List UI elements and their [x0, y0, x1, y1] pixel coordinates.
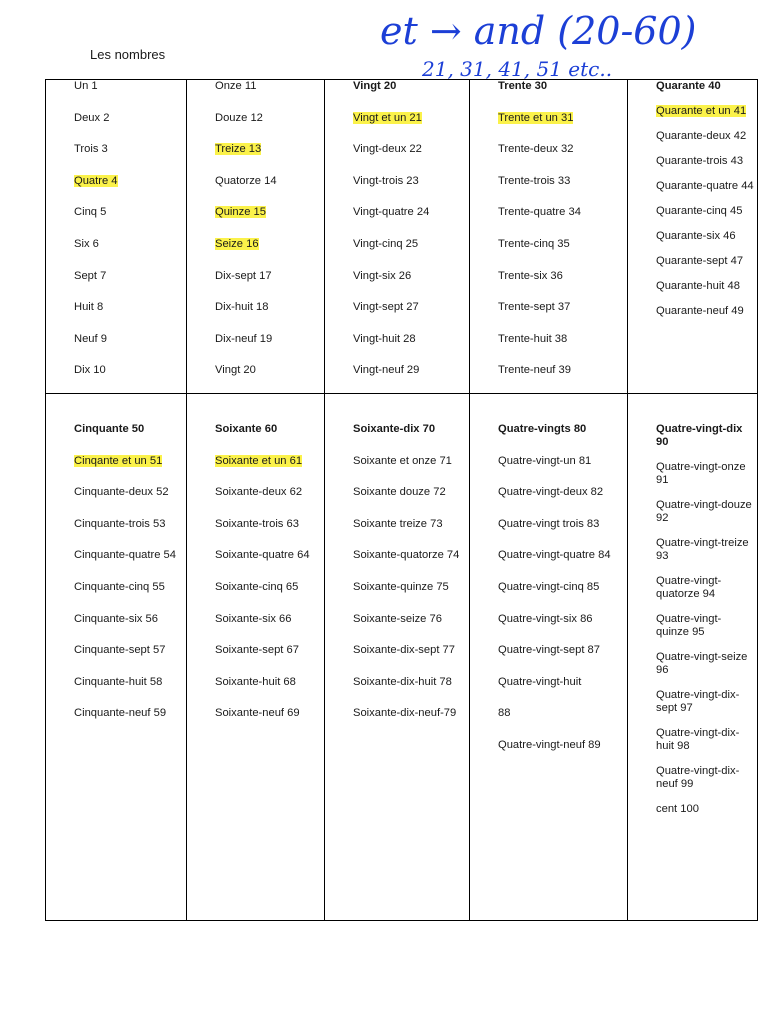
- number-text: Quarante 40: [656, 80, 721, 92]
- number-text: Soixante-neuf 69: [215, 707, 300, 720]
- number-text: Trente-huit 38: [498, 332, 568, 345]
- table-cell-80-89: [498, 394, 628, 920]
- number-entry: [353, 112, 473, 125]
- number-text: Soixante-dix-sept 77: [353, 644, 455, 657]
- number-text: Quatre-vingt-dix-huit 98: [656, 727, 740, 752]
- number-text: Quatre-vingt-dix 90: [656, 423, 743, 448]
- number-entry: [353, 707, 473, 720]
- number-entry: [74, 644, 184, 657]
- number-entry: [353, 549, 473, 562]
- number-entry: [215, 676, 325, 689]
- number-entry: [656, 461, 754, 487]
- number-text: Quarante-huit 48: [656, 280, 740, 292]
- highlighted-number-text: Vingt et un 21: [353, 111, 422, 124]
- number-entry: [74, 613, 184, 626]
- number-entry: [74, 581, 184, 594]
- number-text: Dix-huit 18: [215, 301, 269, 314]
- number-entry: [215, 644, 325, 657]
- column-heading: [498, 80, 628, 93]
- number-text: Vingt 20: [353, 80, 397, 92]
- number-entry: [215, 333, 325, 346]
- number-entry: [498, 238, 628, 251]
- highlighted-number-text: Soixante et un 61: [215, 454, 303, 467]
- number-text: Quatre-vingt-dix-neuf 99: [656, 765, 740, 790]
- number-text: Quarante-sept 47: [656, 255, 744, 267]
- number-text: Quatre-vingt-deux 82: [498, 486, 604, 499]
- number-entry: [215, 455, 325, 468]
- number-text: cent 100: [656, 803, 699, 815]
- numbers-table: [45, 79, 758, 921]
- number-entry: [498, 644, 628, 657]
- number-text: Quatre-vingt-un 81: [498, 454, 592, 467]
- table-row-top: [46, 80, 757, 393]
- number-entry: [498, 143, 628, 156]
- number-entry: [215, 112, 325, 125]
- table-row-bottom: [46, 394, 757, 920]
- number-entry: [656, 499, 754, 525]
- number-entry: [656, 765, 754, 791]
- number-entry: [74, 707, 184, 720]
- number-text: Trente-neuf 39: [498, 364, 571, 377]
- number-text: Soixante-cinq 65: [215, 580, 299, 593]
- number-entry: [353, 518, 473, 531]
- annotation-line-2: 21, 31, 41, 51 etc..: [422, 57, 613, 80]
- number-entry: [215, 549, 325, 562]
- number-text: Quatre-vingt-dix-sept 97: [656, 689, 740, 714]
- number-entry: [215, 143, 325, 156]
- number-entry: [215, 364, 325, 377]
- number-text: Quatre-vingt-seize 96: [656, 651, 748, 676]
- number-text: Vingt-neuf 29: [353, 364, 420, 377]
- number-entry: [215, 206, 325, 219]
- number-entry: [498, 333, 628, 346]
- number-entry: [498, 206, 628, 219]
- number-text: Douze 12: [215, 111, 263, 124]
- number-entry: [498, 549, 628, 562]
- number-entry: [353, 301, 473, 314]
- number-entry: [353, 581, 473, 594]
- number-text: Quarante-quatre 44: [656, 180, 754, 192]
- number-entry: [74, 301, 184, 314]
- number-text: Soixante-dix-huit 78: [353, 675, 452, 688]
- number-text: Dix 10: [74, 364, 106, 377]
- number-entry: [74, 238, 184, 251]
- number-entry: [353, 238, 473, 251]
- number-text: Soixante-quatorze 74: [353, 549, 460, 562]
- number-entry: [498, 613, 628, 626]
- number-entry: [215, 707, 325, 720]
- number-entry: [656, 537, 754, 563]
- number-entry: [656, 105, 754, 118]
- number-text: Quatre-vingts 80: [498, 423, 587, 435]
- number-text: Dix-neuf 19: [215, 332, 273, 345]
- number-text: Vingt-huit 28: [353, 332, 416, 345]
- number-text: Quatre-vingt-sept 87: [498, 644, 600, 657]
- number-text: Quatorze 14: [215, 174, 277, 187]
- number-text: Quatre-vingt-onze 91: [656, 461, 746, 486]
- number-text: Cinquante 50: [74, 423, 145, 435]
- number-text: Quarante-six 46: [656, 230, 736, 242]
- number-entry: [353, 143, 473, 156]
- number-entry: [353, 486, 473, 499]
- column-heading: [498, 423, 628, 436]
- number-text: Trois 3: [74, 143, 108, 156]
- number-text: Quatre-vingt-treize 93: [656, 537, 749, 562]
- number-text: Soixante-quatre 64: [215, 549, 310, 562]
- number-entry: [74, 455, 184, 468]
- number-text: Soixante douze 72: [353, 486, 446, 499]
- number-entry: [74, 80, 184, 93]
- number-entry: [74, 486, 184, 499]
- number-entry: [215, 518, 325, 531]
- number-entry: [215, 238, 325, 251]
- annotation-line-1: et → and (20-60): [380, 9, 697, 53]
- handwritten-annotation-drawing: [370, 0, 750, 80]
- number-entry: [74, 175, 184, 188]
- number-entry: [215, 80, 325, 93]
- table-cell-60-69: [215, 394, 325, 920]
- number-text: Vingt-six 26: [353, 269, 412, 282]
- table-cell-50-59: [74, 394, 184, 920]
- number-text: Vingt-trois 23: [353, 174, 419, 187]
- number-text: Trente 30: [498, 80, 548, 92]
- number-text: Trente-trois 33: [498, 174, 571, 187]
- column-heading: [74, 423, 184, 436]
- number-entry: [215, 301, 325, 314]
- number-text: Cinquante-huit 58: [74, 675, 163, 688]
- number-text: Onze 11: [215, 80, 257, 92]
- number-text: Dix-sept 17: [215, 269, 272, 282]
- number-text: Soixante-dix 70: [353, 423, 436, 435]
- number-text: Soixante-seize 76: [353, 612, 442, 625]
- number-text: Quatre-vingt-neuf 89: [498, 738, 601, 751]
- number-entry: [498, 112, 628, 125]
- table-cell-30-39: [498, 80, 628, 393]
- number-entry: [656, 255, 754, 268]
- number-text: Vingt-deux 22: [353, 143, 422, 156]
- number-text: Deux 2: [74, 111, 110, 124]
- number-text: Cinquante-trois 53: [74, 517, 166, 530]
- number-text: Sept 7: [74, 269, 107, 282]
- number-entry: [498, 270, 628, 283]
- number-entry: [498, 486, 628, 499]
- number-entry: [498, 739, 628, 752]
- number-text: Trente-cinq 35: [498, 237, 570, 250]
- number-entry: [74, 676, 184, 689]
- number-text: Cinquante-deux 52: [74, 486, 169, 499]
- number-entry: [215, 486, 325, 499]
- number-text: Quatre-vingt trois 83: [498, 517, 600, 530]
- number-text: Soixante-huit 68: [215, 675, 296, 688]
- number-entry: [215, 175, 325, 188]
- number-text: Six 6: [74, 237, 99, 250]
- number-text: Vingt 20: [215, 364, 256, 377]
- number-text: Trente-deux 32: [498, 143, 574, 156]
- number-entry: [74, 364, 184, 377]
- number-entry: [215, 613, 325, 626]
- number-entry: [353, 676, 473, 689]
- number-entry: [498, 301, 628, 314]
- number-entry: [498, 518, 628, 531]
- highlighted-number-text: Quarante et un 41: [656, 105, 747, 117]
- highlighted-number-text: Trente et un 31: [498, 111, 574, 124]
- number-text: Soixante-quinze 75: [353, 580, 449, 593]
- number-text: Soixante treize 73: [353, 517, 443, 530]
- page-title: Les nombres: [90, 47, 166, 62]
- column-heading: [215, 423, 325, 436]
- number-text: Trente-six 36: [498, 269, 563, 282]
- number-text: Quatre-vingt-six 86: [498, 612, 593, 625]
- column-heading: [353, 80, 473, 93]
- number-text: Trente-sept 37: [498, 301, 571, 314]
- number-entry: [498, 455, 628, 468]
- number-entry: [656, 651, 754, 677]
- number-entry: [215, 581, 325, 594]
- column-heading: [353, 423, 473, 436]
- number-entry: [656, 205, 754, 218]
- number-text: Quatre-vingt-cinq 85: [498, 580, 600, 593]
- number-text: Soixante-trois 63: [215, 517, 299, 530]
- number-entry: [74, 518, 184, 531]
- number-entry: [353, 455, 473, 468]
- number-entry: [498, 676, 628, 689]
- number-entry: [656, 803, 754, 816]
- number-text: Quarante-cinq 45: [656, 205, 743, 217]
- number-entry: [215, 270, 325, 283]
- number-text: Cinquante-cinq 55: [74, 580, 165, 593]
- number-text: Quatre-vingt-quatre 84: [498, 549, 611, 562]
- table-cell-40-49: [656, 80, 754, 393]
- number-entry: [74, 206, 184, 219]
- number-text: Soixante-deux 62: [215, 486, 303, 499]
- table-cell-20-29: [353, 80, 473, 393]
- number-text: Un 1: [74, 80, 98, 92]
- number-text: Cinquante-neuf 59: [74, 707, 167, 720]
- number-entry: [656, 155, 754, 168]
- number-entry: [353, 175, 473, 188]
- number-text: 88: [498, 707, 511, 720]
- number-text: Huit 8: [74, 301, 104, 314]
- number-entry: [498, 707, 628, 720]
- number-text: Soixante-sept 67: [215, 644, 299, 657]
- number-entry: [656, 613, 754, 639]
- number-text: Cinquante-sept 57: [74, 644, 166, 657]
- number-text: Quarante-deux 42: [656, 130, 747, 142]
- number-entry: [353, 270, 473, 283]
- number-text: Quarante-neuf 49: [656, 305, 744, 317]
- number-text: Soixante et onze 71: [353, 454, 452, 467]
- number-entry: [656, 305, 754, 318]
- number-entry: [656, 130, 754, 143]
- number-text: Quatre-vingt-quinze 95: [656, 613, 722, 638]
- number-text: Vingt-sept 27: [353, 301, 419, 314]
- number-text: Trente-quatre 34: [498, 206, 581, 219]
- number-entry: [498, 364, 628, 377]
- number-text: Vingt-cinq 25: [353, 237, 419, 250]
- number-entry: [498, 581, 628, 594]
- number-entry: [656, 280, 754, 293]
- number-text: Cinq 5: [74, 206, 107, 219]
- number-entry: [656, 230, 754, 243]
- number-text: Quarante-trois 43: [656, 155, 744, 167]
- number-text: Quatre-vingt-douze 92: [656, 499, 752, 524]
- number-text: Quatre-vingt-quatorze 94: [656, 575, 722, 600]
- number-entry: [656, 575, 754, 601]
- number-entry: [74, 333, 184, 346]
- highlighted-number-text: Cinqante et un 51: [74, 454, 163, 467]
- number-entry: [353, 644, 473, 657]
- column-heading: [656, 80, 754, 93]
- number-text: Quatre-vingt-huit: [498, 675, 582, 688]
- table-cell-1-10: [74, 80, 184, 393]
- number-entry: [353, 333, 473, 346]
- highlighted-number-text: Quinze 15: [215, 206, 266, 219]
- number-entry: [656, 180, 754, 193]
- number-entry: [74, 549, 184, 562]
- column-heading: [656, 423, 754, 449]
- highlighted-number-text: Quatre 4: [74, 174, 118, 187]
- handwritten-annotation: [370, 0, 750, 80]
- number-entry: [656, 689, 754, 715]
- highlighted-number-text: Seize 16: [215, 237, 259, 250]
- number-text: Vingt-quatre 24: [353, 206, 430, 219]
- number-entry: [353, 613, 473, 626]
- number-text: Soixante-dix-neuf-79: [353, 707, 457, 720]
- number-entry: [74, 112, 184, 125]
- table-cell-70-79: [353, 394, 473, 920]
- number-entry: [353, 364, 473, 377]
- number-entry: [74, 270, 184, 283]
- number-entry: [498, 175, 628, 188]
- table-cell-90-100: [656, 394, 754, 920]
- table-cell-11-20: [215, 80, 325, 393]
- number-text: Soixante 60: [215, 423, 278, 435]
- highlighted-number-text: Treize 13: [215, 143, 262, 156]
- number-entry: [74, 143, 184, 156]
- number-text: Neuf 9: [74, 332, 107, 345]
- number-text: Cinquante-quatre 54: [74, 549, 177, 562]
- number-text: Cinquante-six 56: [74, 612, 158, 625]
- number-text: Soixante-six 66: [215, 612, 292, 625]
- number-entry: [656, 727, 754, 753]
- number-entry: [353, 206, 473, 219]
